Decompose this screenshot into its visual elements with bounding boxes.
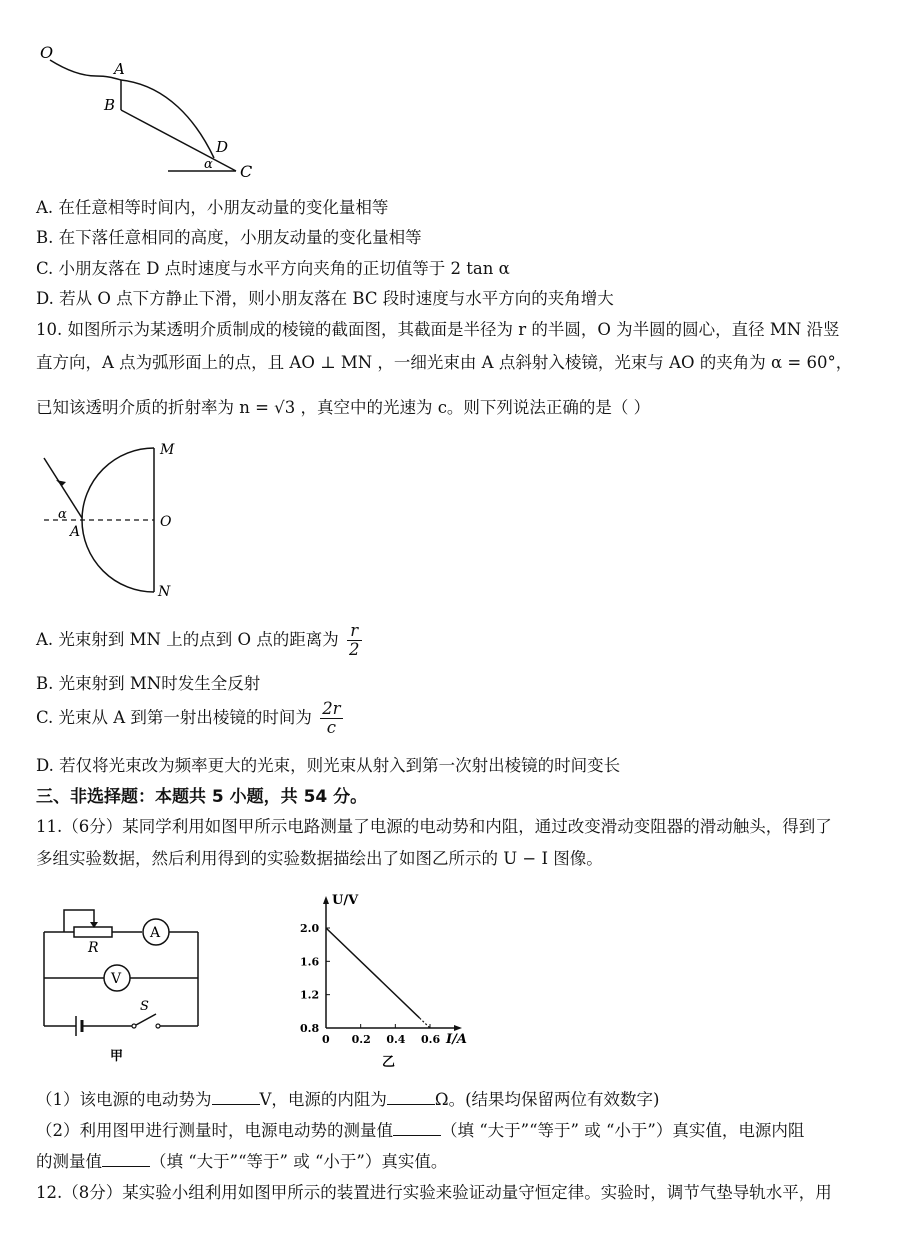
switch-S: [136, 1014, 156, 1025]
y-tick-label: 0.8: [300, 1022, 320, 1035]
q11-stem-line1: 11.（6分）某同学利用如图甲所示电路测量了电源的电动势和内阻，通过改变滑动变阻器的滑动触头，得到了: [36, 817, 832, 836]
x-tick-label: 0.6: [421, 1033, 441, 1046]
label-M: M: [160, 442, 175, 458]
label-D: D: [216, 138, 229, 156]
fraction-r-over-2: $\frac{r}{2}$: [349, 621, 360, 659]
circuit-diagram: [36, 898, 211, 1068]
x-tick-label: 0.2: [351, 1033, 371, 1046]
q10-stem-line2: 直方向，A 点为弧形面上的点，且 AO ⊥ MN ，一细光束由 A 点斜射入棱镜，光束与 AO 的夹角为 α = 60°，: [36, 353, 853, 372]
label-O2: O: [160, 514, 172, 530]
slide-curve: [50, 60, 121, 80]
label-S: S: [140, 999, 149, 1014]
blank-resistance-compare[interactable]: [102, 1152, 150, 1167]
x-tick-label: 0: [322, 1033, 330, 1046]
label-alpha2: α: [58, 507, 67, 522]
q9-option-c: C. 小朋友落在 D 点时速度与水平方向夹角的正切值等于 2 tan α: [36, 259, 510, 278]
label-N: N: [158, 584, 171, 600]
caption-yi: 乙: [382, 1055, 396, 1070]
data-line: [326, 928, 420, 1018]
label-O: O: [40, 43, 54, 62]
q12-stem-line1: 12.（8分）某实验小组利用如图甲所示的装置进行实验来验证动量守恒定律。实验时，调节气垫导轨水平，用: [36, 1183, 832, 1202]
x-axis-label: I/A: [446, 1032, 467, 1047]
q10-stem-line3: 已知该透明介质的折射率为 n = √3 ，真空中的光速为 c。则下列说法正确的是（ ）: [36, 398, 651, 417]
label-A: A: [114, 60, 125, 78]
x-axis-arrow: [454, 1025, 462, 1031]
blank-internal-resistance[interactable]: [387, 1090, 435, 1105]
q11-part1: （1）该电源的电动势为 V，电源的内阻为 Ω。(结果均保留两位有效数字): [36, 1090, 660, 1109]
blank-emf-compare[interactable]: [393, 1121, 441, 1136]
label-B: B: [104, 96, 116, 114]
q11-part2-cont: 的测量值 （填 “大于”“等于” 或 “小于”）真实值。: [36, 1152, 448, 1171]
prism-figure: [36, 440, 196, 605]
trajectory-curve: [121, 80, 214, 158]
q9-option-b: B. 在下落任意相同的高度，小朋友动量的变化量相等: [36, 228, 422, 247]
x-tick-label: 0.4: [386, 1033, 406, 1046]
q9-option-d: D. 若从 O 点下方静止下滑，则小朋友落在 BC 段时速度与水平方向的夹角增大: [36, 289, 614, 308]
label-voltmeter: V: [111, 971, 122, 987]
data-line-extension: [420, 1018, 430, 1028]
caption-jia: 甲: [110, 1049, 124, 1064]
label-A2: A: [70, 524, 81, 540]
u-i-graph: [290, 880, 490, 1070]
y-tick-label: 1.6: [300, 955, 320, 969]
y-axis-arrow: [323, 896, 329, 904]
q10-option-d: D. 若仅将光束改为频率更大的光束，则光束从射入到第一次射出棱镜的时间变长: [36, 756, 621, 775]
q10-option-a: A. 光束射到 MN 上的点到 O 点的距离为 $\frac{r}{2}$: [36, 621, 360, 659]
q10-stem-line1: 10. 如图所示为某透明介质制成的棱镜的截面图，其截面是半径为 r 的半圆，O 为半圆的圆心，直径 MN 沿竖: [36, 320, 840, 339]
q11-part2: （2）利用图甲进行测量时，电源电动势的测量值 （填 “大于”“等于” 或 “小于”）真实值，电源内阻: [36, 1121, 805, 1140]
label-alpha: α: [204, 157, 213, 172]
label-ammeter: A: [150, 925, 161, 941]
blank-emf[interactable]: [212, 1090, 260, 1105]
y-tick-label: 2.0: [300, 922, 320, 935]
y-tick-label: 1.2: [300, 988, 320, 1002]
slide-figure: [36, 40, 266, 180]
fraction-2r-over-c: $\frac{2r}{c}$: [322, 699, 341, 737]
label-R: R: [88, 940, 99, 956]
q11-stem-line2: 多组实验数据，然后利用得到的实验数据描绘出了如图乙所示的 U − I 图像。: [36, 849, 603, 868]
q9-option-a: A. 在任意相等时间内，小朋友动量的变化量相等: [36, 198, 389, 217]
q10-option-c: C. 光束从 A 到第一射出棱镜的时间为 $\frac{2r}{c}$: [36, 699, 341, 737]
q10-option-b: B. 光束射到 MN时发生全反射: [36, 674, 261, 693]
section-heading: 三、非选择题：本题共 5 小题，共 54 分。: [36, 787, 368, 807]
y-axis-label: U/V: [332, 893, 359, 908]
rheostat-R: [74, 927, 112, 937]
label-C: C: [240, 162, 253, 180]
